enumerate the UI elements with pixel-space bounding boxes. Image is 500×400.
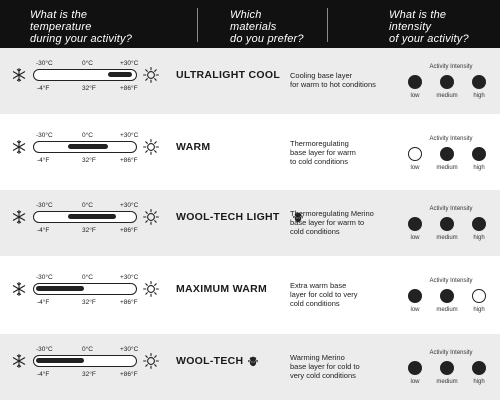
temperature-range-bar: [33, 60, 139, 92]
temperature-tick-label: 32°F: [82, 227, 96, 234]
intensity-level-label: high: [473, 379, 485, 385]
intensity-level-label: low: [410, 307, 420, 313]
product-name: WOOL-TECH: [176, 355, 244, 367]
temperature-range-bar: [33, 132, 139, 164]
temperature-range-fill: [36, 286, 84, 291]
description-line: very cold conditions: [290, 371, 356, 380]
intensity-level-label: medium: [436, 379, 458, 385]
intensity-level-label: low: [410, 93, 420, 99]
temperature-tick-label: +30°C: [120, 346, 139, 353]
temperature-range-fill: [36, 358, 84, 363]
temperature-tick-label: -30°C: [36, 346, 53, 353]
intensity-dot-medium: [440, 147, 454, 161]
product-description: [290, 209, 382, 236]
sun-icon: [143, 281, 159, 297]
header-text: temperature: [30, 21, 92, 33]
intensity-level-label: medium: [436, 93, 458, 99]
product-name: WOOL-TECH LIGHT: [176, 211, 280, 223]
product-description: [290, 353, 382, 380]
product-row: [0, 48, 500, 114]
product-name: ULTRALIGHT COOL: [176, 69, 281, 81]
temperature-tick-label: 0°C: [82, 346, 93, 353]
activity-intensity-title: Activity Intensity: [429, 278, 473, 284]
product-row: [0, 190, 500, 256]
temperature-tick-label: 0°C: [82, 132, 93, 139]
temperature-range-bar: [33, 274, 139, 306]
sun-icon: [143, 209, 159, 225]
description-line: to cold conditions: [290, 157, 348, 166]
snowflake-icon: [11, 209, 27, 225]
intensity-dot-high: [472, 217, 486, 231]
description-line: base layer for cold to: [290, 362, 360, 371]
description-line: layer for cold to very: [290, 290, 358, 299]
activity-intensity-title: Activity Intensity: [429, 64, 473, 70]
intensity-dot-high: [472, 75, 486, 89]
snowflake-icon: [11, 353, 27, 369]
intensity-dot-medium: [440, 217, 454, 231]
header-text: What is the: [389, 9, 447, 21]
merino-sheep-icon: [247, 355, 259, 367]
intensity-level-label: low: [410, 235, 420, 241]
description-line: cold conditions: [290, 227, 340, 236]
temperature-tick-label: 0°C: [82, 274, 93, 281]
temperature-tick-label: +30°C: [120, 274, 139, 281]
temperature-tick-label: +86°F: [120, 371, 138, 378]
description-line: for warm to hot conditions: [290, 80, 376, 89]
intensity-level-label: medium: [436, 235, 458, 241]
sun-icon: [143, 353, 159, 369]
activity-intensity-title: Activity Intensity: [429, 206, 473, 212]
temperature-tick-label: +86°F: [120, 227, 138, 234]
intensity-level-label: high: [473, 235, 485, 241]
temperature-range-fill: [68, 214, 116, 219]
intensity-level-label: high: [473, 93, 485, 99]
intensity-dot-low: [408, 289, 422, 303]
header-text: do you prefer?: [230, 33, 304, 45]
temperature-tick-label: -4°F: [37, 227, 50, 234]
intensity-dot-high: [472, 147, 486, 161]
temperature-tick-label: -4°F: [37, 157, 50, 164]
temperature-range-fill: [108, 72, 132, 77]
product-description: [290, 281, 382, 308]
intensity-dot-high: [472, 289, 486, 303]
intensity-level-label: medium: [436, 165, 458, 171]
temperature-tick-label: 0°C: [82, 60, 93, 67]
intensity-dot-low: [408, 217, 422, 231]
temperature-tick-label: +86°F: [120, 157, 138, 164]
temperature-tick-label: 32°F: [82, 299, 96, 306]
intensity-level-label: low: [410, 165, 420, 171]
temperature-tick-label: +30°C: [120, 132, 139, 139]
temperature-tick-label: +30°C: [120, 202, 139, 209]
temperature-tick-label: -4°F: [37, 85, 50, 92]
sun-icon: [143, 139, 159, 155]
snowflake-icon: [11, 67, 27, 83]
activity-intensity-title: Activity Intensity: [429, 350, 473, 356]
header-divider: [197, 8, 198, 42]
temperature-tick-label: +86°F: [120, 299, 138, 306]
temperature-range-bar: [33, 202, 139, 234]
intensity-level-label: medium: [436, 307, 458, 313]
intensity-dot-medium: [440, 75, 454, 89]
temperature-tick-label: 32°F: [82, 371, 96, 378]
header-text: intensity: [389, 21, 432, 33]
temperature-tick-label: -30°C: [36, 132, 53, 139]
intensity-dot-low: [408, 361, 422, 375]
header-text: during your activity?: [30, 33, 133, 45]
temperature-tick-label: -4°F: [37, 299, 50, 306]
intensity-dot-medium: [440, 361, 454, 375]
product-row: [0, 334, 500, 400]
header-text: What is the: [30, 9, 88, 21]
temperature-tick-label: +30°C: [120, 60, 139, 67]
description-line: Thermoregulating Merino: [290, 209, 374, 218]
temperature-tick-label: -30°C: [36, 60, 53, 67]
product-row: [0, 262, 500, 328]
description-line: cold conditions: [290, 299, 340, 308]
description-line: Thermoregulating: [290, 139, 349, 148]
intensity-dot-high: [472, 361, 486, 375]
intensity-dot-medium: [440, 289, 454, 303]
temperature-tick-label: -30°C: [36, 202, 53, 209]
temperature-tick-label: -30°C: [36, 274, 53, 281]
snowflake-icon: [11, 281, 27, 297]
product-description: [290, 139, 382, 166]
description-line: base layer for warm: [290, 148, 356, 157]
temperature-range-fill: [68, 144, 108, 149]
description-line: Cooling base layer: [290, 71, 353, 80]
temperature-tick-label: 32°F: [82, 85, 96, 92]
description-line: base layer for warm to: [290, 218, 365, 227]
intensity-dot-low: [408, 147, 422, 161]
intensity-level-label: high: [473, 307, 485, 313]
sun-icon: [143, 67, 159, 83]
product-row: [0, 120, 500, 186]
product-name: WARM: [176, 141, 211, 153]
temperature-tick-label: +86°F: [120, 85, 138, 92]
description-line: Warming Merino: [290, 353, 345, 362]
temperature-tick-label: 0°C: [82, 202, 93, 209]
intensity-dot-low: [408, 75, 422, 89]
header-text: materials: [230, 21, 277, 33]
intensity-level-label: low: [410, 379, 420, 385]
temperature-tick-label: 32°F: [82, 157, 96, 164]
temperature-range-bar: [33, 346, 139, 378]
header-divider: [327, 8, 328, 42]
temperature-tick-label: -4°F: [37, 371, 50, 378]
header-bar: [0, 0, 500, 48]
snowflake-icon: [11, 139, 27, 155]
product-name: MAXIMUM WARM: [176, 283, 268, 295]
description-line: Extra warm base: [290, 281, 347, 290]
intensity-level-label: high: [473, 165, 485, 171]
header-text: Which: [230, 9, 262, 21]
activity-intensity-title: Activity Intensity: [429, 136, 473, 142]
product-description: [290, 71, 382, 89]
header-text: of your activity?: [389, 33, 469, 45]
